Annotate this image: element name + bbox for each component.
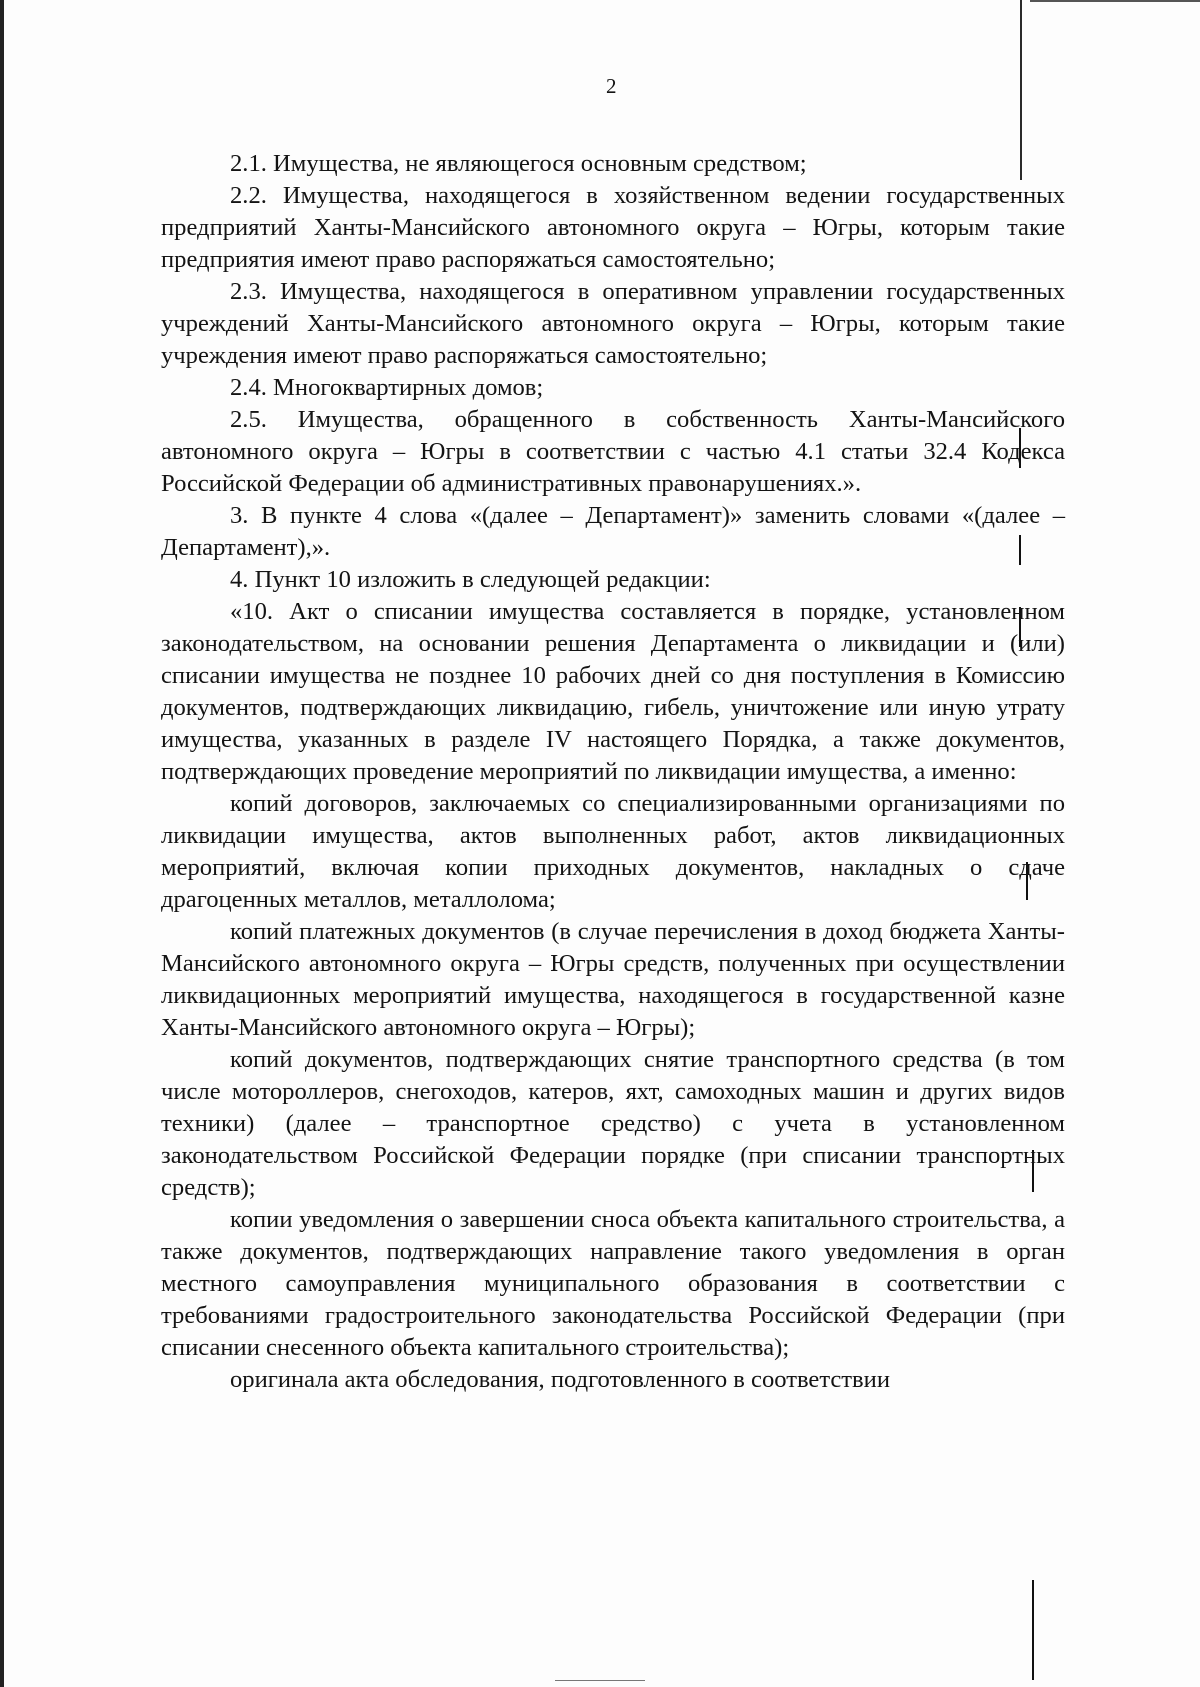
scan-top-mark [1030,0,1200,2]
page-number: 2 [606,74,617,98]
document-body [161,148,1065,1396]
paragraph-contracts: копий договоров, заключаемых со специализированными организациями по ликвидации имущества, актов выполненных работ, актов ликвидационных мероприятий, включая копии приходных документов, накладных о сдаче драгоценных металлов, металлолома; [161,790,1065,913]
paragraph-2-2: 2.2. Имущества, находящегося в хозяйственном ведении государственных предприятий Ханты-Мансийского автономного округа – Югры, которым такие предприятия имеют право распоряжаться самостоятельно; [161,182,1065,273]
paragraph-2-4: 2.4. Многоквартирных домов; [230,374,544,401]
paragraph-10: «10. Акт о списании имущества составляется в порядке, установленном законодательством, на основании решения Департамента о ликвидации и (или) списании имущества не позднее 10 рабочих дней со дня поступления в Комиссию документов, подтверждающих ликвидацию, гибель, уничтожение или иную утрату имущества, указанных в разделе IV настоящего Порядка, а также документов, подтверждающих проведение мероприятий по ликвидации имущества, а именно: [161,598,1065,785]
scan-bottom-mark [555,1680,645,1681]
paragraph-demolition: копии уведомления о завершении сноса объекта капитального строительства, а также документов, подтверждающих направление такого уведомления в орган местного самоуправления муниципального образования в соответствии с требованиями градостроительного законодательства Российской Федерации (при списании снесенного объекта капитального строительства); [161,1206,1065,1361]
paragraph-payments: копий платежных документов (в случае перечисления в доход бюджета Ханты-Мансийского автономного округа – Югры средств, полученных при осуществлении ликвидационных мероприятий имущества, находящегося в государственной казне Ханты-Мансийского автономного округа – Югры); [161,918,1065,1041]
paragraph-4: 4. Пункт 10 изложить в следующей редакции: [230,566,711,593]
paragraph-2-5: 2.5. Имущества, обращенного в собственность Ханты-Мансийского автономного округа – Югры в соответствии с частью 4.1 статьи 32.4 Кодекса Российской Федерации об административных правонарушениях.». [161,406,1065,497]
paragraph-3: 3. В пункте 4 слова «(далее – Департамент)» заменить словами «(далее – Департамент),». [161,502,1065,561]
scan-left-edge [0,0,4,1687]
paragraph-vehicles: копий документов, подтверждающих снятие транспортного средства (в том числе мотороллеров, снегоходов, катеров, яхт, самоходных машин и других видов техники) (далее – транспортное средство) с учета в установленном законодательством Российской Федерации порядке (при списании транспортных средств); [161,1046,1065,1201]
paragraph-2-1: 2.1. Имущества, не являющегося основным средством; [230,150,807,177]
paragraph-inspection: оригинала акта обследования, подготовленного в соответствии [230,1366,890,1393]
paragraph-2-3: 2.3. Имущества, находящегося в оперативном управлении государственных учреждений Ханты-Мансийского автономного округа – Югры, которым такие учреждения имеют право распоряжаться самостоятельно; [161,278,1065,369]
revision-bar [1032,1580,1034,1680]
